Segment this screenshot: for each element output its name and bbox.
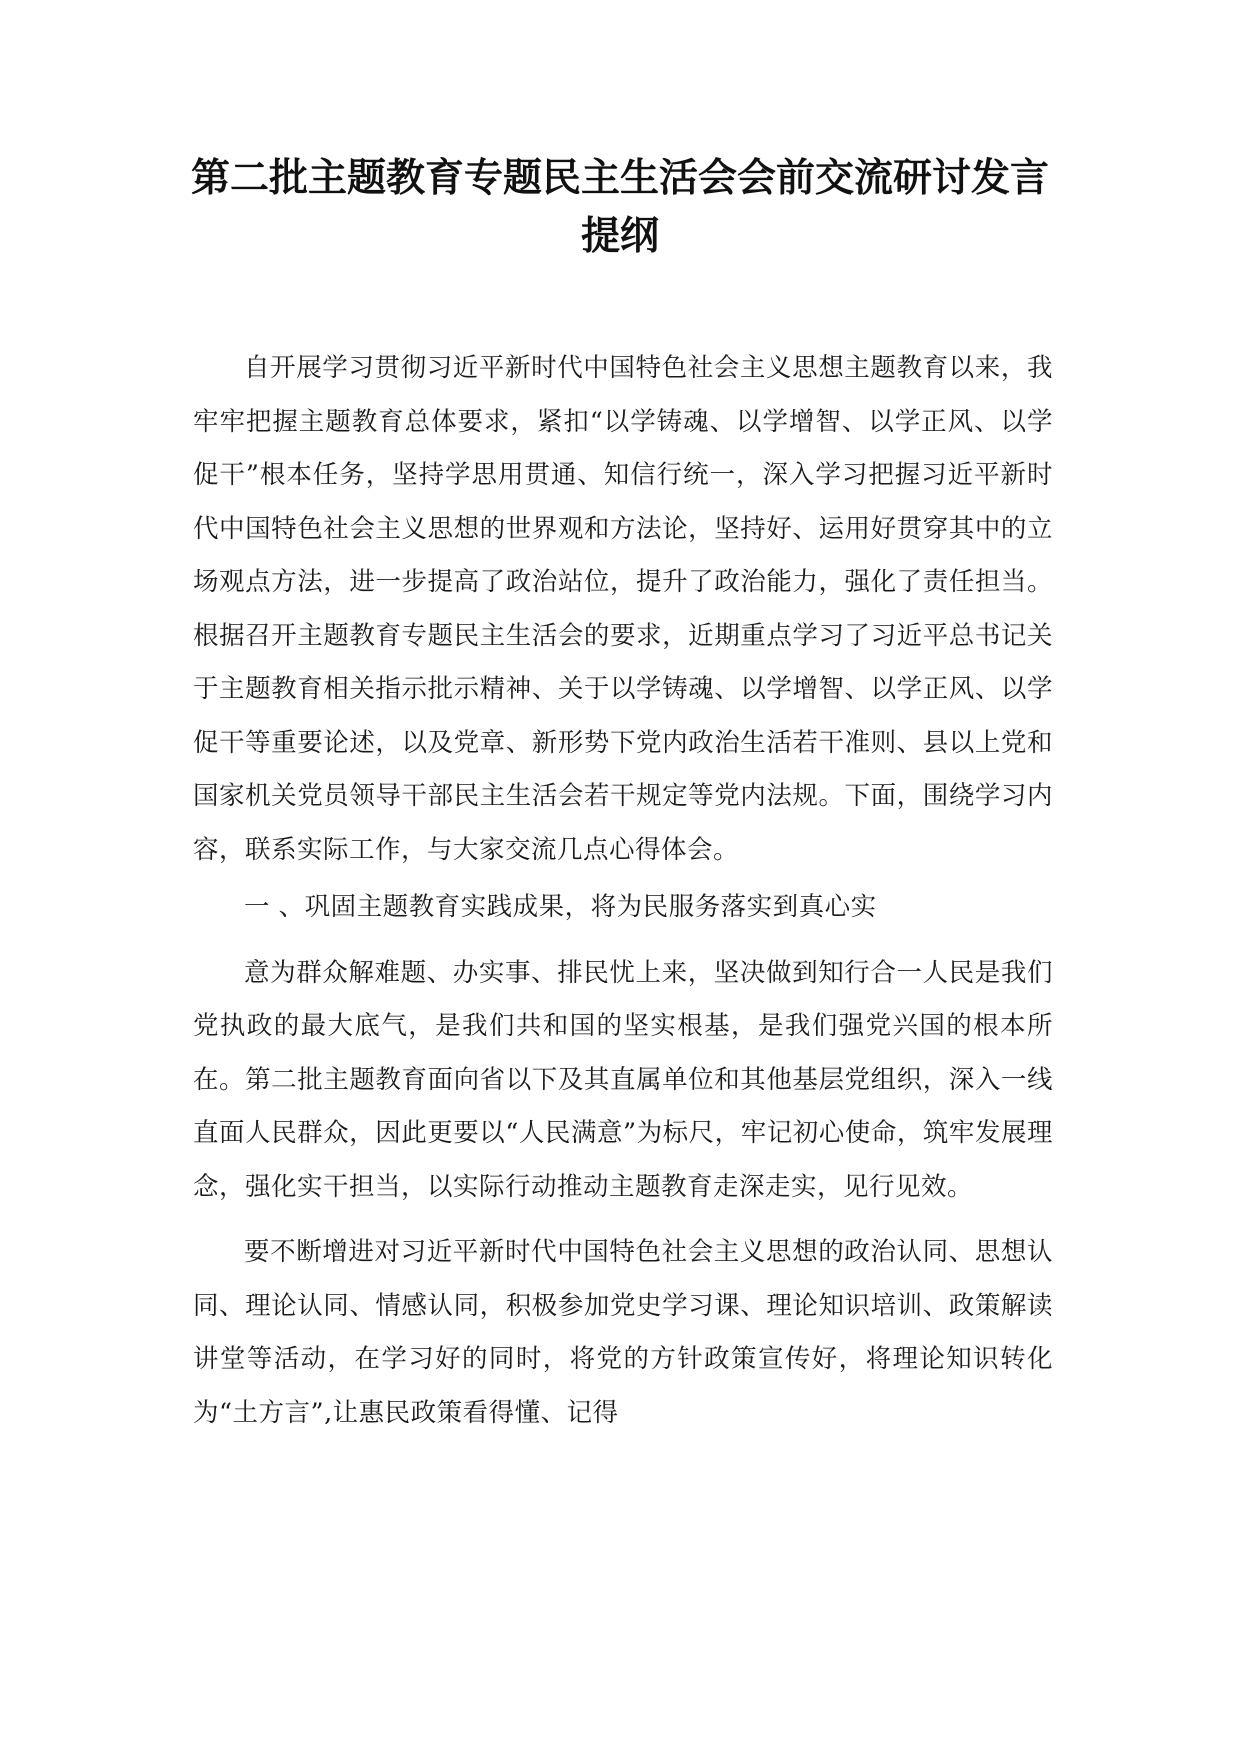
paragraph-intro: 自开展学习贯彻习近平新时代中国特色社会主义思想主题教育以来，我牢牢把握主题教育总体要求，紧扣“以学铸魂、以学增智、以学正风、以学促干”根本任务，坚持学思用贯通、知信行统一，深入学习把握习近平新时代中国特色社会主义思想的世界观和方法论，坚持好、运用好贯穿其中的立场观点方法，进一步提高了政治站位，提升了政治能力，强化了责任担当。根据召开主题教育专题民主生活会的要求，近期重点学习了习近平总书记关于主题教育相关指示批示精神、关于以学铸魂、以学增智、以学正风、以学促干等重要论述，以及党章、新形势下党内政治生活若干准则、县以上党和国家机关党员领导干部民主生活会若干规定等党内法规。下面，围绕学习内容，联系实际工作，与大家交流几点心得体会。	[193, 353, 1053, 865]
document-title	[170, 150, 1070, 266]
section-heading-1: 一 、巩固主题教育实践成果，将为民服务落实到真心实	[244, 892, 877, 922]
paragraph-section-1: 意为群众解难题、办实事、排民忧上来，坚决做到知行合一人民是我们党执政的最大底气，是我们共和国的坚实根基，是我们强党兴国的根本所在。第二批主题教育面向省以下及其直属单位和其他基层党组织，深入一线直面人民群众，因此更要以“人民满意”为标尺，牢记初心使命，筑牢发展理念，强化实干担当，以实际行动推动主题教育走深走实，见行见效。	[193, 957, 1053, 1202]
document-body	[193, 342, 1053, 1440]
title-line-1: 第二批主题教育专题民主生活会会前交流研讨发言	[190, 156, 1049, 201]
title-line-2: 提纲	[580, 214, 659, 259]
paragraph-section-2: 要不断增进对习近平新时代中国特色社会主义思想的政治认同、思想认同、理论认同、情感认同，积极参加党史学习课、理论知识培训、政策解读讲堂等活动，在学习好的同时，将党的方针政策宣传好，将理论知识转化为“土方言”,让惠民政策看得懂、记得	[193, 1237, 1053, 1428]
